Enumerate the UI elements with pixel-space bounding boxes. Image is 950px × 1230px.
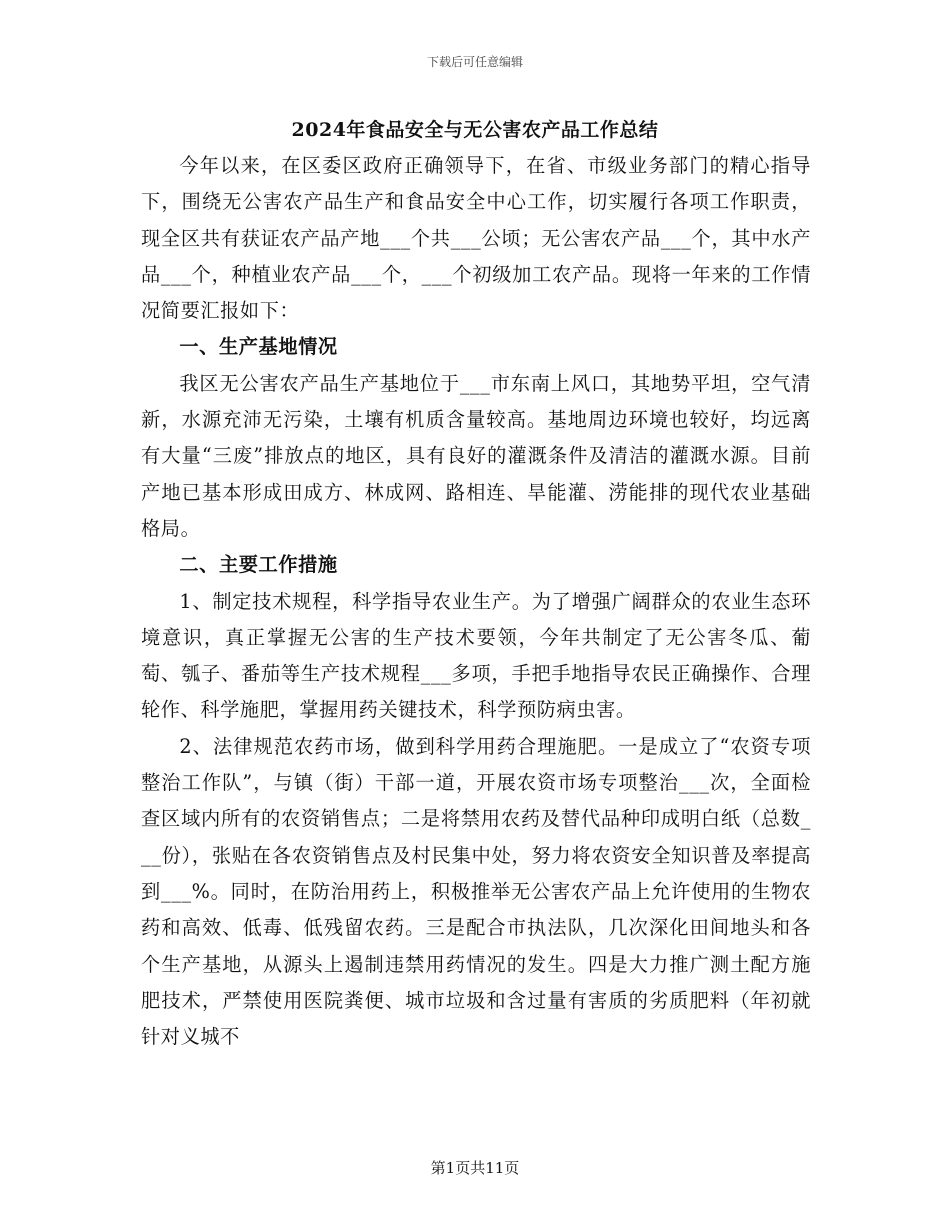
section1-paragraph: 我区无公害农产品生产基地位于___市东南上风口，其地势平坦，空气清新，水源充沛无污染，土壤有机质含量较高。基地周边环境也较好，均远离有大量“三废”排放点的地区，具有良好的灌溉条件及清洁的灌溉水源。目前产地已基本形成田成方、林成网、路相连、旱能灌、涝能排的现代农业基础格局。 xyxy=(141,371,811,540)
section-heading-1: 一、生产基地情况 xyxy=(179,335,338,359)
document-body xyxy=(141,148,811,1055)
intro-paragraph: 今年以来，在区委区政府正确领导下，在省、市级业务部门的精心指导下，围绕无公害农产品生产和食品安全中心工作，切实履行各项工作职责，现全区共有获证农产品产地___个共___公顷；无公害农产品___个，其中水产品___个，种植业农产品___个，___个初级加工农产品。现将一年来的工作情况简要汇报如下： xyxy=(141,154,811,323)
section2-paragraph-1: 1、制定技术规程，科学指导农业生产。为了增强广阔群众的农业生态环境意识，真正掌握无公害的生产技术要领，今年共制定了无公害冬瓜、葡萄、瓠子、番茄等生产技术规程___多项，手把手地指导农民正确操作、合理轮作、科学施肥，掌握用药关键技术，科学预防病虫害。 xyxy=(141,589,811,722)
page-number: 第1页共11页 xyxy=(430,1159,520,1177)
header-note: 下载后可任意编辑 xyxy=(426,55,523,69)
section-heading-2: 二、主要工作措施 xyxy=(179,553,338,577)
document-title: 2024年食品安全与无公害农产品工作总结 xyxy=(291,119,659,141)
section2-paragraph-2: 2、法律规范农药市场，做到科学用药合理施肥。一是成立了“农资专项整治工作队”，与镇（街）干部一道，开展农资市场专项整治___次，全面检查区域内所有的农资销售点；二是将禁用农药及替代品种印成明白纸（总数___份），张贴在各农资销售点及村民集中处，努力将农资安全知识普及率提高到___%。同时，在防治用药上，积极推举无公害农产品上允许使用的生物农药和高效、低毒、低残留农药。三是配合市执法队，几次深化田间地头和各个生产基地，从源头上遏制违禁用药情况的发生。四是大力推广测土配方施肥技术，严禁使用医院粪便、城市垃圾和含过量有害质的劣质肥料（年初就针对义城不 xyxy=(141,734,811,1049)
